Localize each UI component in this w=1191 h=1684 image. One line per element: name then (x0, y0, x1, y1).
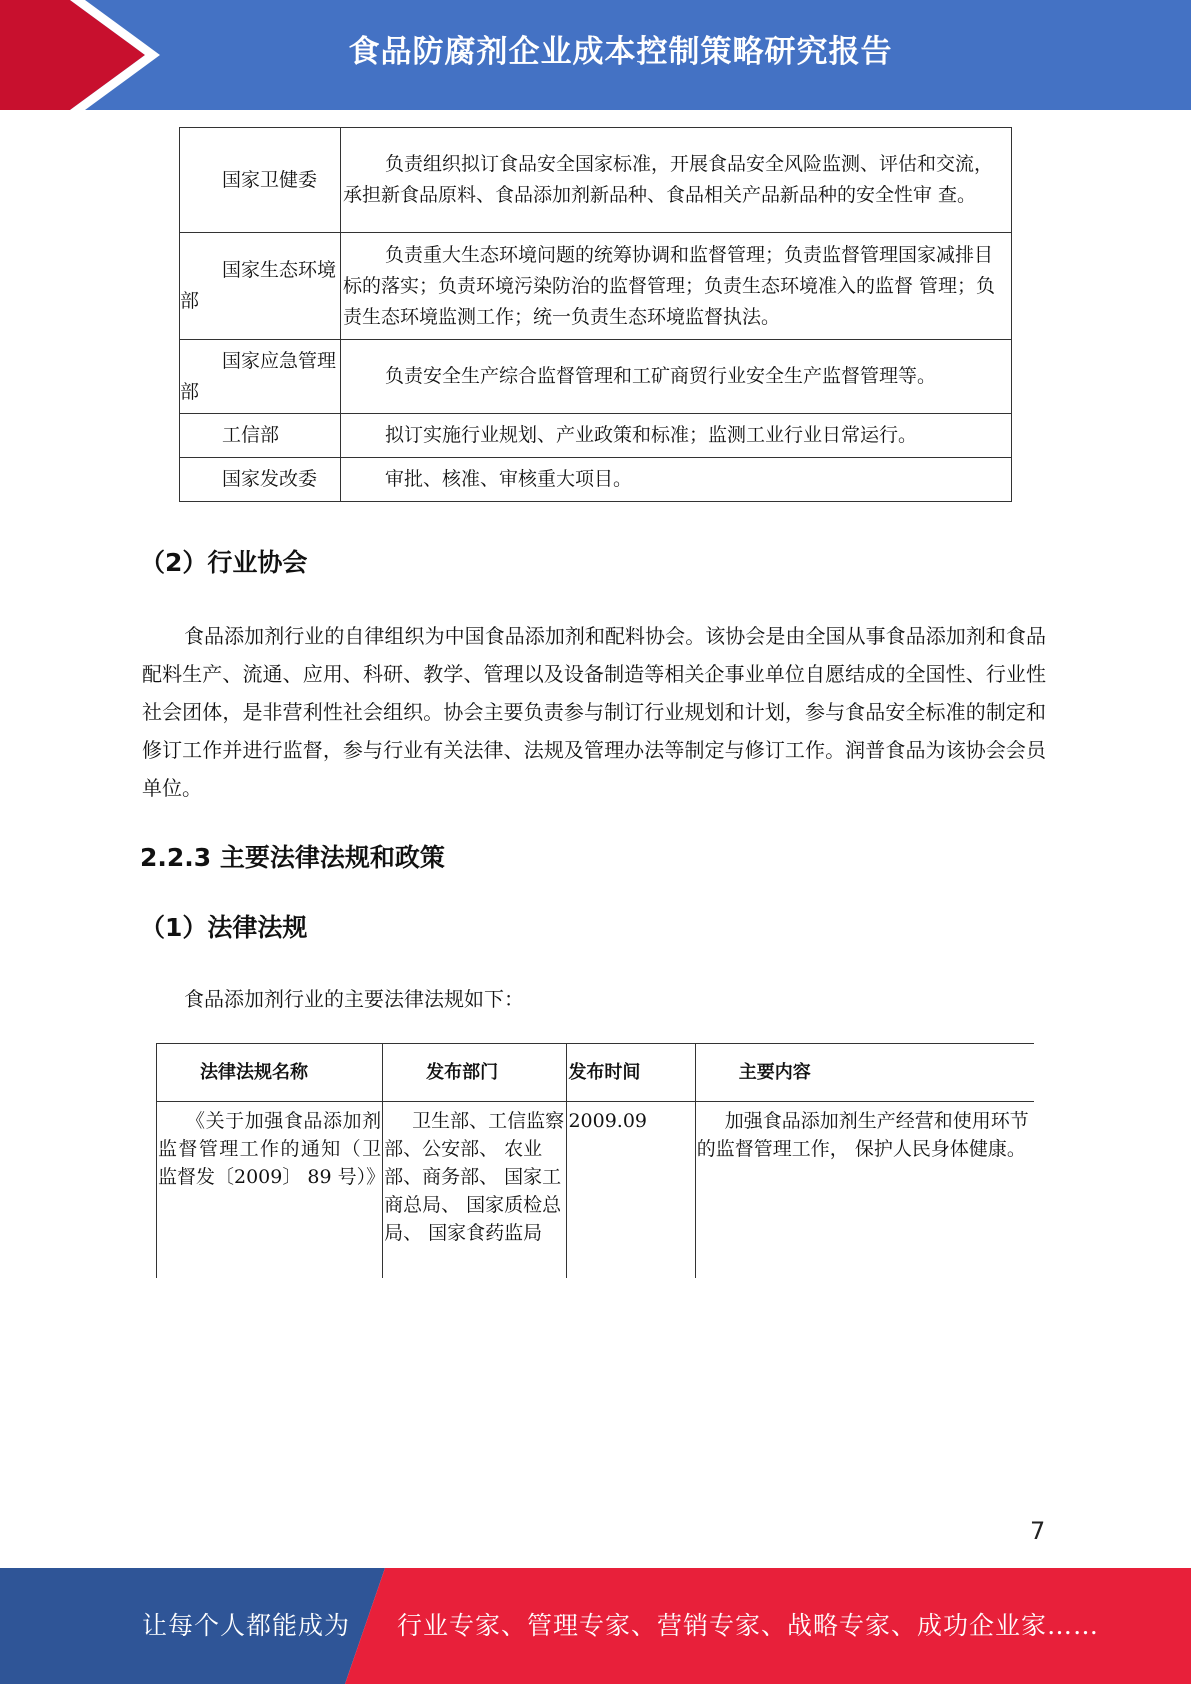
agency-cell: 国家生态环境部 (180, 233, 341, 340)
duty-cell: 负责重大生态环境问题的统筹协调和监督管理；负责监督管理国家减排目标的落实；负责环境污染防治的监督管理；负责生态环境准入的监督 管理；负责生态环境监测工作；统一负责生态环境监督执法。 (341, 233, 1012, 340)
footer-slogan-right: 行业专家、管理专家、营销专家、战略专家、成功企业家…… (397, 1611, 1100, 1640)
agency-cell: 国家卫健委 (180, 128, 341, 233)
table-row (180, 233, 1012, 340)
duty-cell: 负责组织拟订食品安全国家标准，开展食品安全风险监测、评估和交流，承担新食品原料、食品添加剂新品种、食品相关产品新品种的安全性审 查。 (341, 128, 1012, 233)
agency-cell: 工信部 (180, 414, 341, 458)
duty-cell: 审批、核准、审核重大项目。 (341, 458, 1012, 502)
duty-cell: 负责安全生产综合监督管理和工矿商贸行业安全生产监督管理等。 (341, 340, 1012, 414)
table-row (180, 414, 1012, 458)
association-paragraph: 食品添加剂行业的自律组织为中国食品添加剂和配料协会。该协会是由全国从事食品添加剂和食品配料生产、流通、应用、科研、教学、管理以及设备制造等相关企事业单位自愿结成的全国性、行业性社会团体，是非营利性社会组织。协会主要负责参与制订行业规划和计划，参与食品安全标准的制定和修订工作并进行监督，参与行业有关法律、法规及管理办法等制定与修订工作。润普食品为该协会会员单位。 (142, 624, 1046, 800)
report-title: 食品防腐剂企业成本控制策略研究报告 (348, 34, 893, 70)
page-number: 7 (1030, 1517, 1046, 1545)
table-header-row (157, 1044, 1035, 1102)
agency-cell: 国家发改委 (180, 458, 341, 502)
footer-slogan-left: 让每个人都能成为 (142, 1611, 351, 1640)
column-header: 主要内容 (695, 1044, 1034, 1102)
column-header: 发布部门 (383, 1044, 567, 1102)
regulators-table (179, 127, 1012, 502)
laws-intro: 食品添加剂行业的主要法律法规如下： (184, 987, 524, 1011)
laws-section-heading: 2.2.3 主要法律法规和政策 (140, 843, 445, 872)
table-row (180, 340, 1012, 414)
page-header (0, 0, 1191, 110)
duty-cell: 拟订实施行业规划、产业政策和标准；监测工业行业日常运行。 (341, 414, 1012, 458)
table-row (180, 458, 1012, 502)
department-cell: 卫生部、工信监察部、公安部、 农业部、商务部、 国家工商总局、 国家质检总局、 国家食药监局 (383, 1102, 567, 1279)
table-row (157, 1102, 1035, 1279)
page-footer (0, 1568, 1191, 1684)
table-row (180, 128, 1012, 233)
column-header: 法律法规名称 (157, 1044, 383, 1102)
content-cell: 加强食品添加剂生产经营和使用环节的监督管理工作， 保护人民身体健康。 (695, 1102, 1034, 1279)
association-heading: （2）行业协会 (140, 548, 308, 577)
laws-subheading: （1）法律法规 (140, 913, 308, 942)
laws-table (156, 1043, 1034, 1278)
date-cell: 2009.09 (567, 1102, 695, 1279)
agency-cell: 国家应急管理部 (180, 340, 341, 414)
law-name-cell: 《关于加强食品添加剂监督管理工作的通知（卫监督发〔2009〕 89 号）》 (157, 1102, 383, 1279)
column-header: 发布时间 (567, 1044, 695, 1102)
